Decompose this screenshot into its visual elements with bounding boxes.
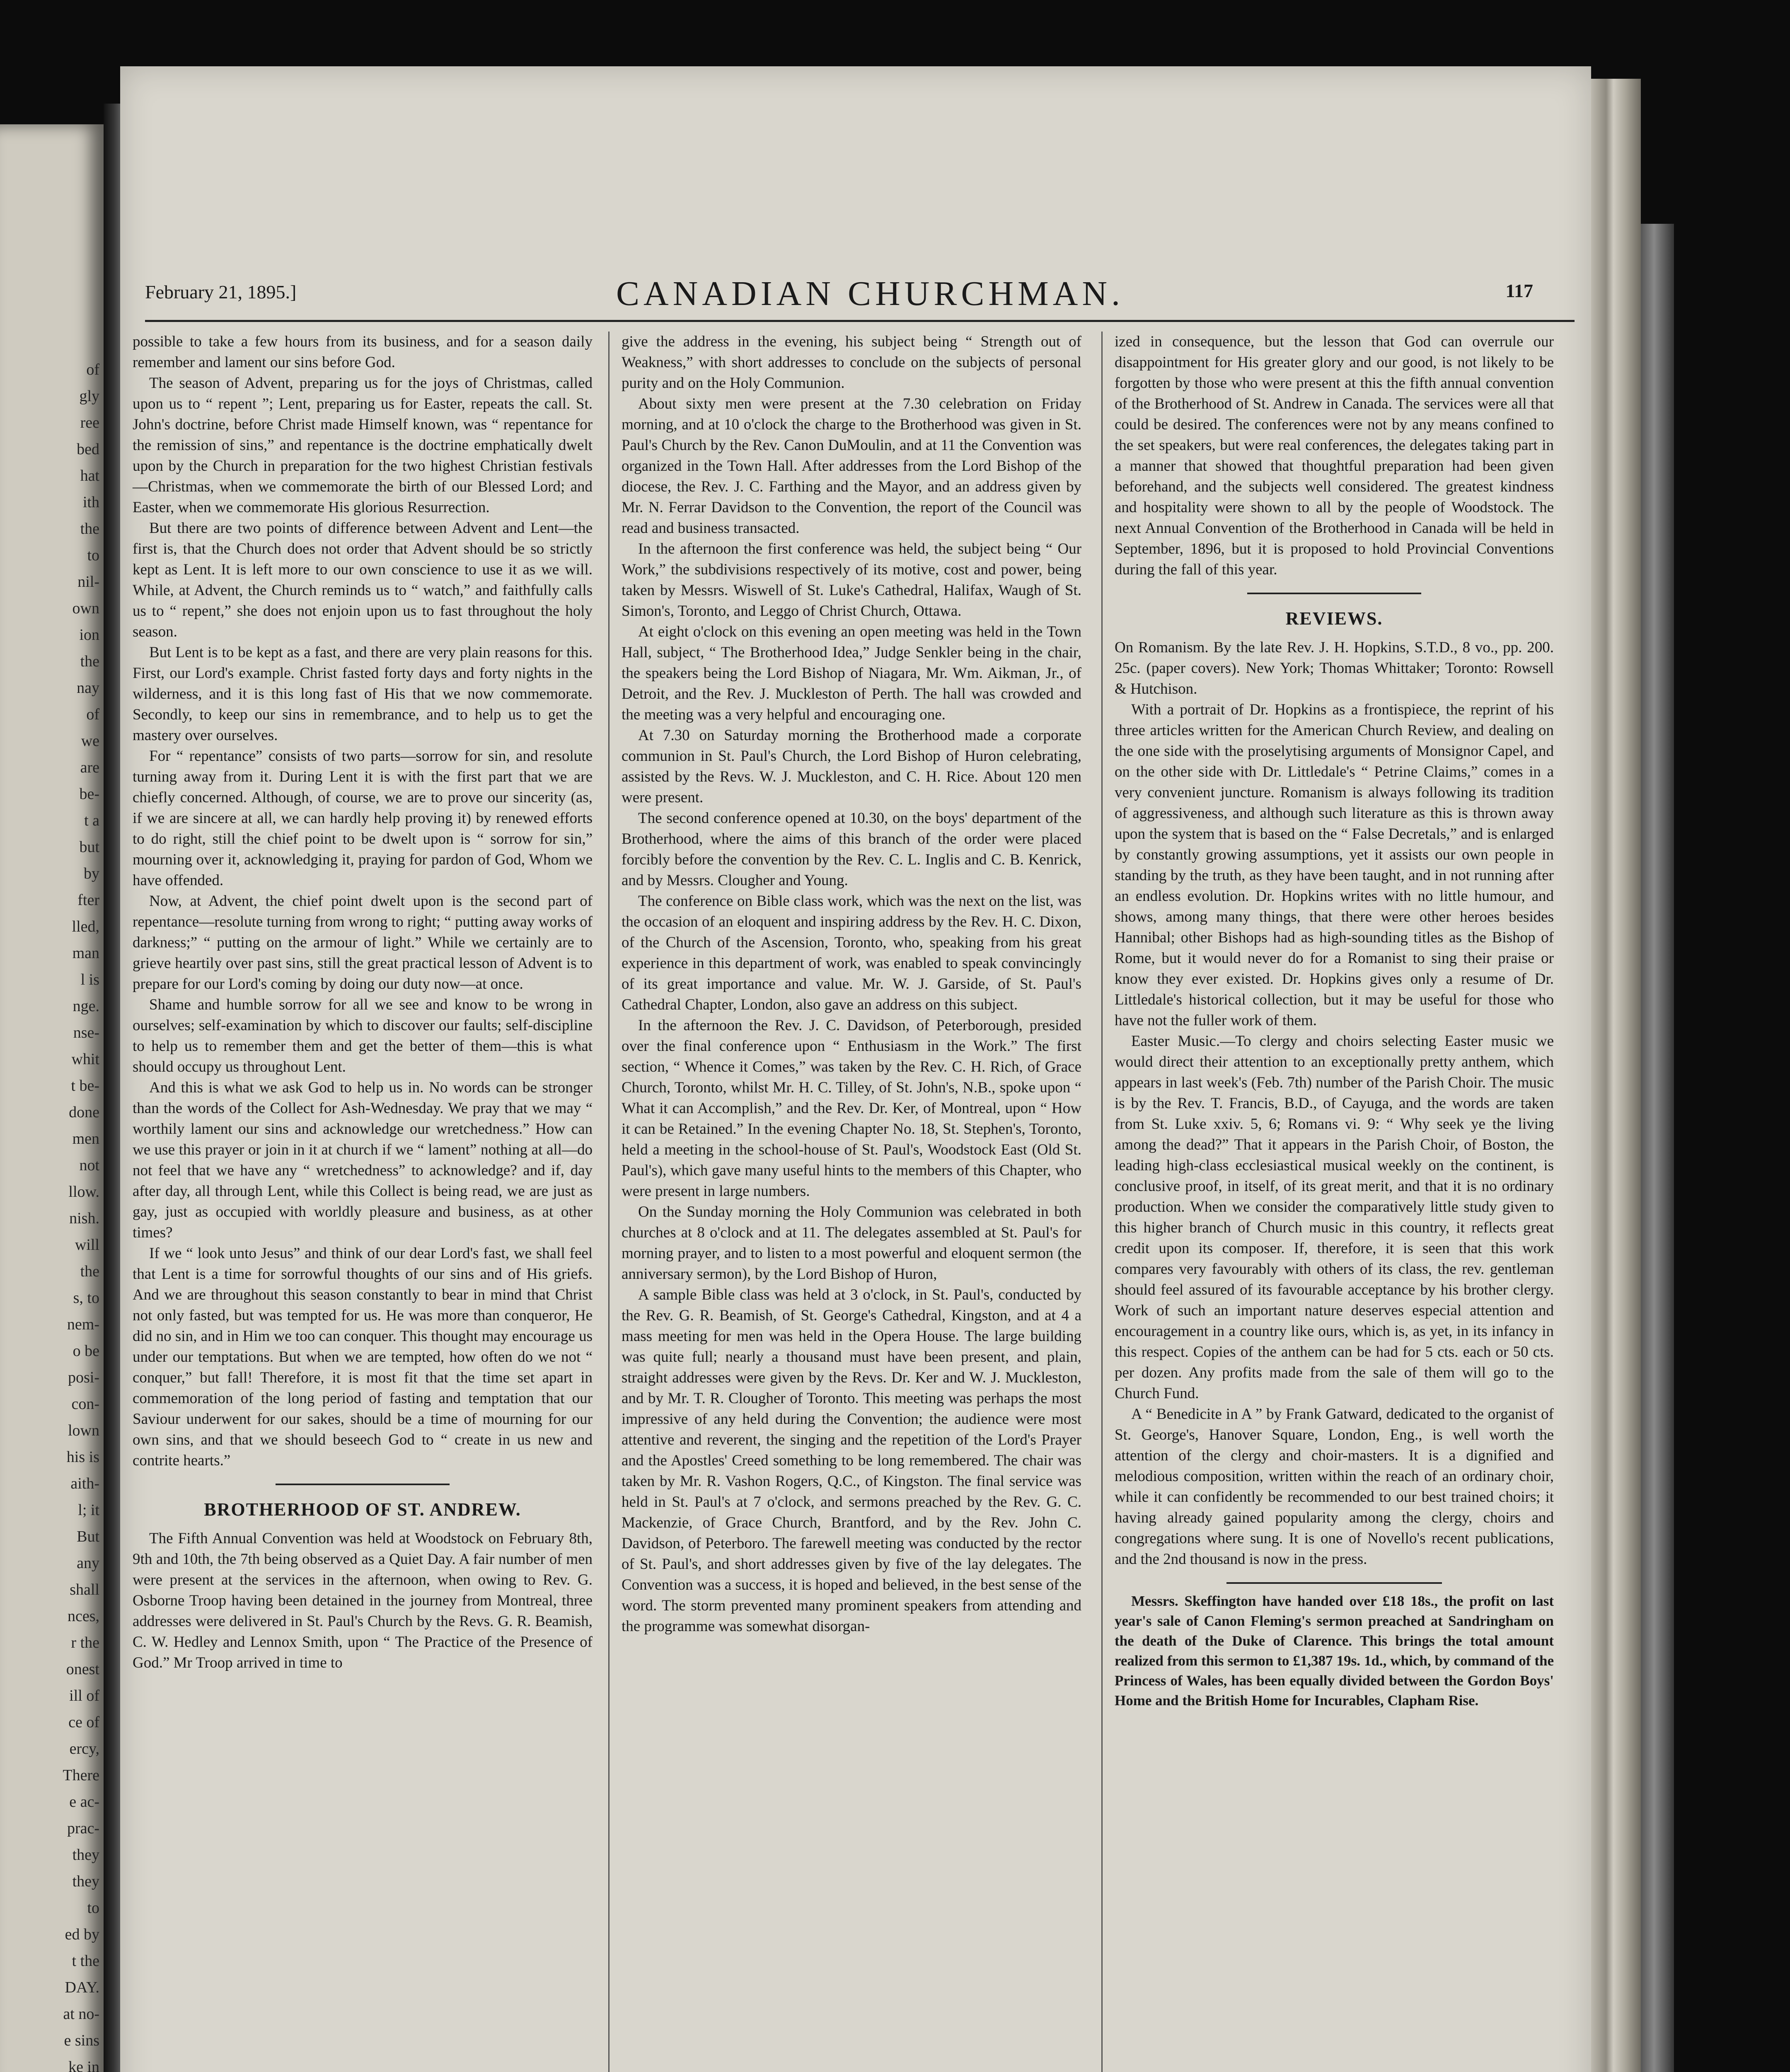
paragraph: For “ repentance” consists of two parts—sorrow for sin, and resolute turning away from it. During Lent it is with the first part that we are chiefly concerned. Although, of course, we are to prove our sincerity (as, if we are sincere at all, we can hardly help proving it) by renewed efforts to do right, still the chief point to be dwelt upon is “ sorrow for sin,” mourning over it, acknowledging it, praying for pardon of God, Whom we have offended.	[133, 748, 593, 889]
facing-page-text-fragment: posi-	[68, 1369, 99, 1386]
facing-page-text-fragment: by	[84, 865, 99, 882]
facing-page-text-fragment: nil-	[77, 573, 99, 591]
paragraph: At 7.30 on Saturday morning the Brotherhood made a corporate communion in St. Paul's Church, the Lord Bishop of Huron celebrating, assisted by the Revs. W. J. Muckleston, and C. H. Rice. About 120 men were present.	[622, 727, 1081, 806]
facing-page-text-fragment: r the	[71, 1634, 99, 1651]
facing-page-text-fragment: l is	[80, 971, 99, 988]
facing-page-text-fragment: not	[79, 1157, 99, 1174]
paragraph: In the afternoon the Rev. J. C. Davidson, of Peterborough, presided over the final conference upon “ Enthusiasm in the Work.” The first section, “ Whence it Comes,” was taken by the Rev. C. H. Rich, of Grace Church, Toronto, whilst Mr. H. C. Tilley, of St. John's, N.B., spoke upon “ What it can Accomplish,” and the Rev. Dr. Ker, of Montreal, upon “ How it can be Retained.” In the evening Chapter No. 18, St. Stephen's, Toronto, held a meeting in the school-house of St. Paul's, Woodstock East (Old St. Paul's), which gave many useful hints to the members of this Chapter, who were present in large numbers.	[622, 1017, 1081, 1200]
facing-page-text-fragment: ce of	[68, 1714, 99, 1731]
facing-page-text-fragment: t be-	[71, 1077, 99, 1094]
facing-page-text-fragment: nces,	[67, 1607, 99, 1625]
facing-page-text-fragment: aith-	[70, 1475, 99, 1492]
facing-page-text-fragment: ercy,	[69, 1740, 99, 1757]
review-citation: On Romanism. By the late Rev. J. H. Hopkins, S.T.D., 8 vo., pp. 200. 25c. (paper covers). New York; Thomas Whittaker; Toronto: Rowsell & Hutchison.	[1115, 639, 1554, 697]
facing-page-text-fragment: whit	[71, 1051, 99, 1068]
facing-page-text-fragment: men	[72, 1130, 99, 1147]
section-rule	[276, 1484, 450, 1485]
facing-page-text-fragment: his is	[66, 1448, 99, 1466]
paragraph: A “ Benedicite in A ” by Frank Gatward, dedicated to the organist of St. George's, Hanover Square, London, Eng., is well worth the attention of the clergy and choir-masters. It is a dignified and melodious composition, written within the reach of an ordinary choir, while it can confidently be recommended to our best trained choirs; it having already gained popularity among the clergy, choirs and congregations where sung. It is one of Novello's recent publications, and the 2nd thousand is now in the press.	[1115, 1406, 1554, 1568]
facing-page-text-fragment: t the	[72, 1952, 99, 1970]
facing-page-text-fragment: gly	[79, 387, 99, 405]
paragraph: On the Sunday morning the Holy Communion was celebrated in both churches at 8 o'clock and at 11. The delegates assembled at St. Paul's for morning prayer, and to listen to a most powerful and eloquent sermon (the anniversary sermon), by the Lord Bishop of Huron,	[622, 1203, 1081, 1283]
facing-page-text-fragment: they	[72, 1846, 99, 1864]
section-heading-reviews: REVIEWS.	[1285, 608, 1383, 629]
paragraph: ized in consequence, but the lesson that God can overrule our disappointment for His greater glory and our good, is not likely to be forgotten by those who were present at this the fifth annual convention of the Brotherhood of St. Andrew in Canada. The services were all that could be desired. The conferences were not by any means confined to the set speakers, but were real conferences, the delegates taking part in a manner that showed that thoughtful preparation had been given beforehand, and the subjects well considered. The greatest kindness and hospitality were shown to all by the people of Woodstock. The next Annual Convention of the Brotherhood in Canada will be held in September, 1896, but it is proposed to hold Provincial Conventions during the fall of this year.	[1115, 333, 1554, 578]
facing-page-text-fragment: con-	[71, 1395, 99, 1413]
facing-page-text-fragment: prac-	[67, 1820, 99, 1837]
facing-page-text-fragment: shall	[70, 1581, 99, 1598]
facing-page-text-fragment: of	[86, 706, 99, 723]
column-divider	[608, 332, 610, 2072]
facing-page-text-fragment: lown	[68, 1422, 99, 1439]
facing-page-text-fragment: they	[72, 1873, 99, 1890]
section-rule	[1226, 1582, 1442, 1584]
paragraph: But Lent is to be kept as a fast, and there are very plain reasons for this. First, our Lord's example. Christ fasted forty days and forty nights in the wilderness, and it is this long fast of His that we now commemorate. Secondly, to keep our sins in remembrance, and to help us to get the mastery over ourselves.	[133, 644, 593, 744]
paragraph: The second conference opened at 10.30, on the boys' department of the Brotherhood, where the aims of this branch of the order were placed forcibly before the convention by the Rev. C. L. Inglis and C. B. Kenrick, and by Messrs. Clougher and Young.	[622, 810, 1081, 889]
facing-page-text-fragment: ke in	[68, 2058, 99, 2072]
facing-page-text-fragment: we	[81, 732, 99, 750]
facing-page-text-fragment: to	[87, 547, 99, 564]
facing-page-text-fragment: ion	[79, 626, 99, 644]
paragraph: Easter Music.—To clergy and choirs selecting Easter music we would direct their attention to an exceptionally pretty anthem, which appears in last week's (Feb. 7th) number of the Parish Choir. The music is by the Rev. T. Francis, B.D., of Cayuga, and the words are taken from St. Luke xxiv. 5, 6; Romans vi. 9: “ Why seek ye the living among the dead?” That it appears in the Parish Choir, of Boston, the leading high-class ecclesiastical musical weekly on the continent, is conclusive proof, in itself, of its great merit, and that it is no ordinary production. When we consider the comparatively little study given to this higher branch of Church music in this country, it reflects great credit upon its composer. If, therefore, it is seen that this work compares very favourably with others of its class, the rev. gentleman should feel assured of its favourable acceptance by his brother clergy. Work of such an important nature deserves especial attention and encouragement in a country like ours, which is, as yet, in its infancy in this respect. Copies of the anthem can be had for 5 cts. each or 50 cts. per dozen. Any profits made from the sale of them will go to the Church Fund.	[1115, 1033, 1554, 1402]
facing-page-text-fragment: nay	[77, 679, 99, 697]
facing-page-text-fragment: nem-	[67, 1316, 99, 1333]
page-number: 117	[1505, 280, 1533, 301]
paragraph: The Fifth Annual Convention was held at Woodstock on February 8th, 9th and 10th, the 7th being observed as a Quiet Day. A fair number of men were present at the services in the afternoon, when owing to Rev. G. Osborne Troop having been detained in the journey from Montreal, three addresses were delivered in St. Paul's Church by the Revs. G. R. Beamish, C. W. Hedley and Lennox Smith, upon “ The Practice of the Presence of God.” Mr Troop arrived in time to	[133, 1530, 593, 1671]
facing-page-text-fragment: to	[87, 1899, 99, 1917]
column-2	[622, 332, 1081, 1637]
facing-page-text-fragment: the	[80, 1263, 99, 1280]
section-heading-brotherhood: BROTHERHOOD OF ST. ANDREW.	[204, 1499, 521, 1520]
facing-page-text-fragment: nish.	[69, 1210, 99, 1227]
facing-page-text-fragment: are	[80, 759, 99, 776]
masthead-title: CANADIAN CHURCHMAN.	[616, 274, 1125, 313]
paragraph: possible to take a few hours from its business, and for a season daily remember and lament our sins before God.	[133, 333, 593, 371]
facing-page-text-fragment: be-	[79, 785, 99, 803]
facing-page-text-fragment: ill of	[69, 1687, 99, 1704]
facing-page-text-fragment: o be	[73, 1342, 99, 1360]
paragraph: And this is what we ask God to help us in. No words can be stronger than the words of the Collect for Ash-Wednesday. We pray that we may “ worthily lament our sins and acknowledge our wretchedness.” How can we use this prayer or join in it at church if we “ lament” nothing at all—do not feel that we have any “ wretchedness” to acknowledge? and if, day after day, all through Lent, while this Collect is being read, we are just as gay, just as occupied with worldly pleasure and business, as at other times?	[133, 1079, 593, 1241]
facing-page-text-fragment: bed	[77, 441, 99, 458]
facing-page-strip	[0, 124, 104, 2072]
paragraph: With a portrait of Dr. Hopkins as a frontispiece, the reprint of his three articles written for the American Church Review, and dealing on the one side with the proselytising arguments of Monsignor Capel, and on the other side with Dr. Littledale's “ Petrine Claims,” comes in a very convenient juncture. Romanism is always following its tradition of aggressiveness, and although such literature as this is thrown away upon the system that is based on the “ False Decretals,” and is enlarged by constantly growing assumptions, yet it assists our own people in standing by the truth, as they have been taught, and in not running after an endless evolution. Dr. Hopkins writes with no little humour, and shows, among many things, that there were other heroes besides Hannibal; other Bishops had as high-sounding titles as the Bishop of Rome, but it would never do for a Romanist to sing their praise or know they ever existed. Dr. Hopkins gives only a resume of Dr. Littledale's historical collection, but it may be useful for those who have not the fuller work of them.	[1115, 701, 1554, 1029]
paragraph: A sample Bible class was held at 3 o'clock, in St. Paul's, conducted by the Rev. G. R. Beamish, of St. George's Cathedral, Kingston, and at 4 a mass meeting for men was held in the Opera House. The large building was quite full; nearly a thousand must have been present, and plain, straight addresses were given by the Revs. Dr. Ker and W. J. Muckleston, and by Mr. T. R. Clougher of Toronto. This meeting was perhaps the most impressive of any held during the Convention; the audience were most attentive and reverent, the singing and the repetition of the Lord's Prayer and the Apostles' Creed something to be long remembered. The chair was taken by Mr. R. Vashon Rogers, Q.C., of Kingston. The final service was held in St. Paul's at 7 o'clock, and sermons preached by the Rev. G. C. Mackenzie, of Grace Church, Brantford, and by the Rev. John C. Davidson, of Peterboro. The farewell meeting was conducted by the rector of St. Paul's, and short addresses given by five of the lay delegates. The Convention was a success, it is hoped and believed, in the best sense of the word. The storm prevented many prominent speakers from attending and the programme was somewhat disorgan-	[622, 1286, 1081, 1635]
paragraph: About sixty men were present at the 7.30 celebration on Friday morning, and at 10 o'clock the charge to the Brotherhood was given in St. Paul's Church by the Rev. Canon DuMoulin, and at 11 the Convention was organized in the Town Hall. After addresses from the Lord Bishop of the diocese, the Rev. J. C. Farthing and the Mayor, and an address given by Mr. N. Ferrar Davidson to the Convention, the report of the Council was read and business transacted.	[622, 395, 1081, 537]
paragraph: The conference on Bible class work, which was the next on the list, was the occasion of an eloquent and inspiring address by the Rev. H. C. Dixon, of the Church of the Ascension, Toronto, who, speaking from his great experience in this department of work, was enabled to speak convincingly of its great importance and value. Mr. W. J. Garside, of St. Paul's Cathedral Chapter, London, also gave an address on this subject.	[622, 893, 1081, 1013]
facing-page-text-fragment: ed by	[65, 1926, 99, 1943]
paragraph: Now, at Advent, the chief point dwelt upon is the second part of repentance—resolute turning from wrong to right; “ putting away works of darkness;” “ putting on the armour of light.” While we certainly are to grieve heartily over past sins, still the great practical lesson of Advent is to prepare for our Lord's coming by doing our duty now—at once.	[133, 893, 593, 992]
facing-page-text-fragment: of	[86, 361, 99, 378]
facing-page-text-fragment: done	[69, 1104, 99, 1121]
facing-page-text-fragment: s, to	[73, 1289, 99, 1307]
facing-page-text-fragment: t a	[84, 812, 99, 829]
column-divider	[1101, 332, 1103, 2072]
facing-page-text-fragment: own	[72, 600, 99, 617]
facing-page-text-fragment: But	[77, 1528, 99, 1545]
notice-paragraph: Messrs. Skeffington have handed over £18 18s., the profit on last year's sale of Canon Fleming's sermon preached at Sandringham on the death of the Duke of Clarence. This brings the total amount realized from this sermon to £1,387 19s. 1d., which, by command of the Princess of Wales, has been equally divided between the Gordon Boys' Home and the British Home for Incurables, Clapham Rise.	[1115, 1593, 1554, 1709]
facing-page-text-fragment: the	[80, 653, 99, 670]
paragraph: But there are two points of difference between Advent and Lent—the first is, that the Church does not order that Advent should be so strictly kept as Lent. It is left more to our own conscience to use it as we will. While, at Advent, the Church reminds us to “ watch,” and faithfully calls us to “ repent,” she does not enjoin upon us to fast throughout the holy season.	[133, 520, 593, 640]
facing-page-text-fragment: man	[72, 944, 99, 962]
column-3	[1115, 332, 1554, 1711]
facing-page-text-fragment: onest	[66, 1661, 99, 1678]
facing-page-text-fragment: any	[77, 1554, 99, 1572]
paragraph: give the address in the evening, his subject being “ Strength out of Weakness,” with short addresses to conclude on the subjects of personal purity and on the Holy Communion.	[622, 333, 1081, 392]
facing-page-text-fragment: llow.	[68, 1183, 99, 1201]
book-gutter	[104, 104, 120, 2072]
page-edge	[1591, 79, 1641, 2072]
facing-page-text-fragment: fter	[77, 891, 99, 909]
issue-date: February 21, 1895.]	[145, 281, 297, 303]
facing-page-text-fragment: hat	[80, 467, 99, 484]
facing-page-text-fragment: DAY.	[65, 1979, 99, 1996]
facing-page-text-fragment: will	[75, 1236, 99, 1254]
facing-page-text-fragment: nge.	[73, 997, 99, 1015]
facing-page-text-fragment: nse-	[73, 1024, 99, 1041]
facing-page-text-fragment: lled,	[72, 918, 99, 935]
binding-edge	[1641, 224, 1674, 2072]
facing-page-text-fragment: ree	[80, 414, 99, 431]
paragraph: The season of Advent, preparing us for the joys of Christmas, called upon us to “ repent ”; Lent, preparing us for Easter, repeats the call. St. John's doctrine, before Christ made Himself known, was “ repentance for the remission of sins,” and repentance is the doctrine emphatically dwelt upon by the Church in preparation for the two highest Christian festivals—Christmas, when we commemorate the birth of our Blessed Lord; and Easter, when we commemorate His glorious Resurrection.	[133, 375, 593, 516]
page-header	[145, 274, 1575, 315]
section-rule	[1247, 593, 1421, 594]
paragraph: In the afternoon the first conference was held, the subject being “ Our Work,” the subdivisions respectively of its motive, cost and power, being taken by Messrs. Wiswell of St. Luke's Cathedral, Halifax, Waugh of St. Simon's, Toronto, and Leggo of Christ Church, Ottawa.	[622, 540, 1081, 620]
facing-page-text-fragment: but	[79, 838, 99, 856]
facing-page-text-fragment: ith	[82, 494, 99, 511]
paragraph: Shame and humble sorrow for all we see and know to be wrong in ourselves; self-examination by which to discover our faults; self-discipline to help us to remember them and get the better of them—this is what should occupy us throughout Lent.	[133, 996, 593, 1075]
paragraph: At eight o'clock on this evening an open meeting was held in the Town Hall, subject, “ The Brotherhood Idea,” Judge Senkler being in the chair, the speakers being the Lord Bishop of Niagara, Mr. Wm. Aikman, Jr., of Detroit, and the Rev. J. Muckleston of Perth. The hall was crowded and the meeting was a very helpful and encouraging one.	[622, 623, 1081, 723]
facing-page-text-fragment: e ac-	[69, 1793, 99, 1811]
facing-page-text-fragment: the	[80, 520, 99, 537]
newspaper-page	[120, 66, 1591, 2072]
facing-page-text-fragment: l; it	[78, 1501, 99, 1519]
paragraph: If we “ look unto Jesus” and think of our dear Lord's fast, we shall feel that Lent is a time for sorrowful thoughts of our sins and of His griefs. And we are throughout this season constantly to bear in mind that Christ not only fasted, but was tempted for us. He was more than conqueror, He did no sin, and in Him we too can conquer. This thought may encourage us under our temptations. But when we are tempted, how often do we not “ conquer,” but fall! Therefore, it is most fit that the time set apart in commemoration of the long period of fasting and temptation that our Saviour underwent for our sakes, should be a time of mourning for our own sins, and that we should beseech God to “ create in us new and contrite hearts.”	[133, 1245, 593, 1469]
facing-page-text-fragment: There	[63, 1767, 99, 1784]
facing-page-text-fragment: at no-	[63, 2005, 99, 2023]
facing-page-text-fragment: e sins	[64, 2032, 99, 2049]
column-1	[133, 332, 593, 1673]
header-rule	[145, 320, 1575, 322]
